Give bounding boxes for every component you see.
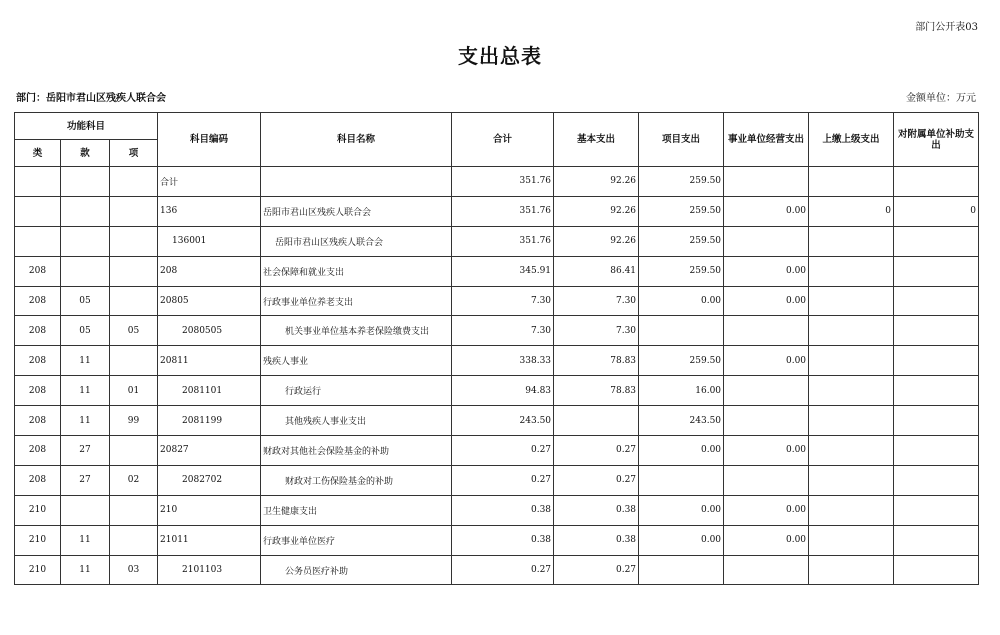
cell-total: 0.38 bbox=[452, 495, 554, 525]
amount-unit-label: 金额单位：万元 bbox=[906, 93, 976, 104]
cell-subject-name: 行政事业单位养老支出 bbox=[261, 286, 452, 316]
expenditure-table bbox=[14, 112, 979, 585]
cell-basic: 0.27 bbox=[554, 465, 639, 495]
cell-basic: 0.27 bbox=[554, 555, 639, 585]
cell-project: 0.00 bbox=[639, 525, 724, 555]
cell-subject-name: 机关事业单位基本养老保险缴费支出 bbox=[261, 316, 452, 346]
cell-kuan bbox=[61, 226, 110, 256]
cell-project: 0.00 bbox=[639, 495, 724, 525]
cell-xiang: 99 bbox=[110, 406, 158, 436]
cell-xiang: 02 bbox=[110, 465, 158, 495]
cell-business: 0.00 bbox=[724, 436, 809, 466]
cell-business bbox=[724, 226, 809, 256]
cell-lei: 210 bbox=[15, 495, 61, 525]
header-subject-name: 科目名称 bbox=[261, 113, 452, 167]
cell-total: 351.76 bbox=[452, 226, 554, 256]
table-row bbox=[15, 167, 979, 197]
cell-subsidy bbox=[894, 525, 979, 555]
cell-subsidy bbox=[894, 376, 979, 406]
cell-xiang bbox=[110, 286, 158, 316]
cell-subsidy bbox=[894, 256, 979, 286]
cell-basic: 0.38 bbox=[554, 495, 639, 525]
cell-project: 243.50 bbox=[639, 406, 724, 436]
cell-business bbox=[724, 406, 809, 436]
cell-business: 0.00 bbox=[724, 286, 809, 316]
cell-project: 259.50 bbox=[639, 167, 724, 197]
cell-project: 259.50 bbox=[639, 226, 724, 256]
header-subsidiary-subsidy: 对附属单位补助支出 bbox=[894, 113, 979, 167]
cell-total: 0.27 bbox=[452, 465, 554, 495]
cell-upper bbox=[809, 316, 894, 346]
table-row bbox=[15, 226, 979, 256]
cell-project: 0.00 bbox=[639, 286, 724, 316]
cell-upper: 0 bbox=[809, 196, 894, 226]
cell-lei: 210 bbox=[15, 525, 61, 555]
cell-subsidy: 0 bbox=[894, 196, 979, 226]
table-row bbox=[15, 316, 979, 346]
cell-subject-name: 岳阳市君山区残疾人联合会 bbox=[261, 226, 452, 256]
cell-total: 7.30 bbox=[452, 286, 554, 316]
cell-total: 345.91 bbox=[452, 256, 554, 286]
cell-kuan bbox=[61, 196, 110, 226]
cell-kuan: 11 bbox=[61, 525, 110, 555]
cell-total: 7.30 bbox=[452, 316, 554, 346]
cell-business: 0.00 bbox=[724, 196, 809, 226]
cell-subsidy bbox=[894, 316, 979, 346]
cell-basic: 0.38 bbox=[554, 525, 639, 555]
cell-subject-code: 136 bbox=[158, 196, 261, 226]
cell-upper bbox=[809, 167, 894, 197]
cell-basic: 0.27 bbox=[554, 436, 639, 466]
header-functional-subject: 功能科目 bbox=[15, 113, 158, 140]
cell-lei: 208 bbox=[15, 406, 61, 436]
cell-total: 351.76 bbox=[452, 196, 554, 226]
cell-subject-name: 残疾人事业 bbox=[261, 346, 452, 376]
table-row bbox=[15, 256, 979, 286]
cell-subject-name: 社会保障和就业支出 bbox=[261, 256, 452, 286]
cell-xiang: 01 bbox=[110, 376, 158, 406]
cell-subject-name: 公务员医疗补助 bbox=[261, 555, 452, 585]
cell-lei: 208 bbox=[15, 465, 61, 495]
cell-subsidy bbox=[894, 555, 979, 585]
cell-project bbox=[639, 316, 724, 346]
cell-kuan bbox=[61, 256, 110, 286]
cell-xiang bbox=[110, 167, 158, 197]
cell-upper bbox=[809, 406, 894, 436]
cell-lei: 208 bbox=[15, 346, 61, 376]
cell-upper bbox=[809, 286, 894, 316]
cell-lei bbox=[15, 226, 61, 256]
header-project-expenditure: 项目支出 bbox=[639, 113, 724, 167]
cell-basic: 92.26 bbox=[554, 196, 639, 226]
cell-xiang bbox=[110, 226, 158, 256]
cell-subsidy bbox=[894, 406, 979, 436]
cell-project: 16.00 bbox=[639, 376, 724, 406]
cell-subject-name: 岳阳市君山区残疾人联合会 bbox=[261, 196, 452, 226]
cell-kuan bbox=[61, 167, 110, 197]
cell-business: 0.00 bbox=[724, 346, 809, 376]
cell-xiang bbox=[110, 196, 158, 226]
cell-kuan: 05 bbox=[61, 286, 110, 316]
cell-lei: 208 bbox=[15, 376, 61, 406]
table-row bbox=[15, 376, 979, 406]
header-basic-expenditure: 基本支出 bbox=[554, 113, 639, 167]
cell-basic: 7.30 bbox=[554, 286, 639, 316]
table-row bbox=[15, 196, 979, 226]
cell-total: 243.50 bbox=[452, 406, 554, 436]
cell-subject-code: 210 bbox=[158, 495, 261, 525]
table-row bbox=[15, 465, 979, 495]
cell-upper bbox=[809, 256, 894, 286]
cell-basic: 86.41 bbox=[554, 256, 639, 286]
cell-xiang bbox=[110, 436, 158, 466]
header-lei: 类 bbox=[15, 140, 61, 167]
cell-total: 0.27 bbox=[452, 436, 554, 466]
department-label: 部门：岳阳市君山区残疾人联合会 bbox=[16, 93, 166, 104]
cell-business bbox=[724, 555, 809, 585]
cell-subsidy bbox=[894, 495, 979, 525]
table-row bbox=[15, 286, 979, 316]
cell-lei: 208 bbox=[15, 256, 61, 286]
cell-project bbox=[639, 465, 724, 495]
cell-total: 0.38 bbox=[452, 525, 554, 555]
cell-subject-code: 20811 bbox=[158, 346, 261, 376]
cell-upper bbox=[809, 346, 894, 376]
cell-subject-code: 21011 bbox=[158, 525, 261, 555]
cell-basic: 92.26 bbox=[554, 226, 639, 256]
cell-project: 0.00 bbox=[639, 436, 724, 466]
cell-project: 259.50 bbox=[639, 196, 724, 226]
cell-total: 94.83 bbox=[452, 376, 554, 406]
cell-lei: 208 bbox=[15, 286, 61, 316]
cell-upper bbox=[809, 465, 894, 495]
cell-subsidy bbox=[894, 436, 979, 466]
cell-subject-code: 20805 bbox=[158, 286, 261, 316]
cell-business: 0.00 bbox=[724, 525, 809, 555]
cell-subject-code: 136001 bbox=[158, 226, 261, 256]
table-row bbox=[15, 436, 979, 466]
cell-total: 0.27 bbox=[452, 555, 554, 585]
header-upper-level-expenditure: 上缴上级支出 bbox=[809, 113, 894, 167]
cell-kuan: 11 bbox=[61, 555, 110, 585]
cell-xiang bbox=[110, 525, 158, 555]
cell-business bbox=[724, 316, 809, 346]
table-row bbox=[15, 346, 979, 376]
cell-subsidy bbox=[894, 286, 979, 316]
cell-subject-code: 合计 bbox=[158, 167, 261, 197]
cell-basic: 7.30 bbox=[554, 316, 639, 346]
cell-upper bbox=[809, 555, 894, 585]
cell-subject-name: 行政事业单位医疗 bbox=[261, 525, 452, 555]
cell-total: 351.76 bbox=[452, 167, 554, 197]
cell-subsidy bbox=[894, 346, 979, 376]
cell-subject-name: 财政对其他社会保险基金的补助 bbox=[261, 436, 452, 466]
table-row bbox=[15, 495, 979, 525]
cell-total: 338.33 bbox=[452, 346, 554, 376]
cell-business bbox=[724, 167, 809, 197]
header-xiang: 项 bbox=[110, 140, 158, 167]
cell-subject-code: 2101103 bbox=[158, 555, 261, 585]
cell-subject-name bbox=[261, 167, 452, 197]
cell-xiang: 05 bbox=[110, 316, 158, 346]
header-total: 合计 bbox=[452, 113, 554, 167]
cell-lei: 208 bbox=[15, 316, 61, 346]
cell-subject-name: 卫生健康支出 bbox=[261, 495, 452, 525]
cell-lei bbox=[15, 167, 61, 197]
cell-basic: 78.83 bbox=[554, 376, 639, 406]
cell-lei: 210 bbox=[15, 555, 61, 585]
cell-lei bbox=[15, 196, 61, 226]
cell-project bbox=[639, 555, 724, 585]
cell-subject-name: 行政运行 bbox=[261, 376, 452, 406]
cell-subsidy bbox=[894, 226, 979, 256]
cell-xiang bbox=[110, 495, 158, 525]
cell-subject-code: 20827 bbox=[158, 436, 261, 466]
cell-basic: 78.83 bbox=[554, 346, 639, 376]
table-row bbox=[15, 406, 979, 436]
table-row bbox=[15, 555, 979, 585]
cell-subject-code: 2081199 bbox=[158, 406, 261, 436]
cell-kuan bbox=[61, 495, 110, 525]
cell-business: 0.00 bbox=[724, 256, 809, 286]
cell-upper bbox=[809, 495, 894, 525]
cell-subject-code: 2080505 bbox=[158, 316, 261, 346]
cell-business: 0.00 bbox=[724, 495, 809, 525]
header-business-expenditure: 事业单位经营支出 bbox=[724, 113, 809, 167]
cell-upper bbox=[809, 436, 894, 466]
cell-upper bbox=[809, 226, 894, 256]
cell-project: 259.50 bbox=[639, 346, 724, 376]
cell-subsidy bbox=[894, 465, 979, 495]
cell-subject-code: 2081101 bbox=[158, 376, 261, 406]
cell-kuan: 27 bbox=[61, 465, 110, 495]
cell-xiang bbox=[110, 346, 158, 376]
cell-subject-name: 其他残疾人事业支出 bbox=[261, 406, 452, 436]
cell-subject-code: 208 bbox=[158, 256, 261, 286]
cell-subsidy bbox=[894, 167, 979, 197]
cell-lei: 208 bbox=[15, 436, 61, 466]
cell-xiang bbox=[110, 256, 158, 286]
cell-xiang: 03 bbox=[110, 555, 158, 585]
cell-business bbox=[724, 376, 809, 406]
page-title: 支出总表 bbox=[458, 44, 542, 68]
cell-business bbox=[724, 465, 809, 495]
header-subject-code: 科目编码 bbox=[158, 113, 261, 167]
cell-basic bbox=[554, 406, 639, 436]
cell-kuan: 27 bbox=[61, 436, 110, 466]
cell-upper bbox=[809, 525, 894, 555]
table-code: 部门公开表03 bbox=[915, 22, 978, 33]
table-row bbox=[15, 525, 979, 555]
cell-basic: 92.26 bbox=[554, 167, 639, 197]
cell-kuan: 11 bbox=[61, 346, 110, 376]
table-body bbox=[15, 167, 979, 585]
cell-kuan: 11 bbox=[61, 376, 110, 406]
cell-kuan: 11 bbox=[61, 406, 110, 436]
cell-kuan: 05 bbox=[61, 316, 110, 346]
cell-subject-code: 2082702 bbox=[158, 465, 261, 495]
cell-subject-name: 财政对工伤保险基金的补助 bbox=[261, 465, 452, 495]
cell-upper bbox=[809, 376, 894, 406]
cell-project: 259.50 bbox=[639, 256, 724, 286]
header-kuan: 款 bbox=[61, 140, 110, 167]
